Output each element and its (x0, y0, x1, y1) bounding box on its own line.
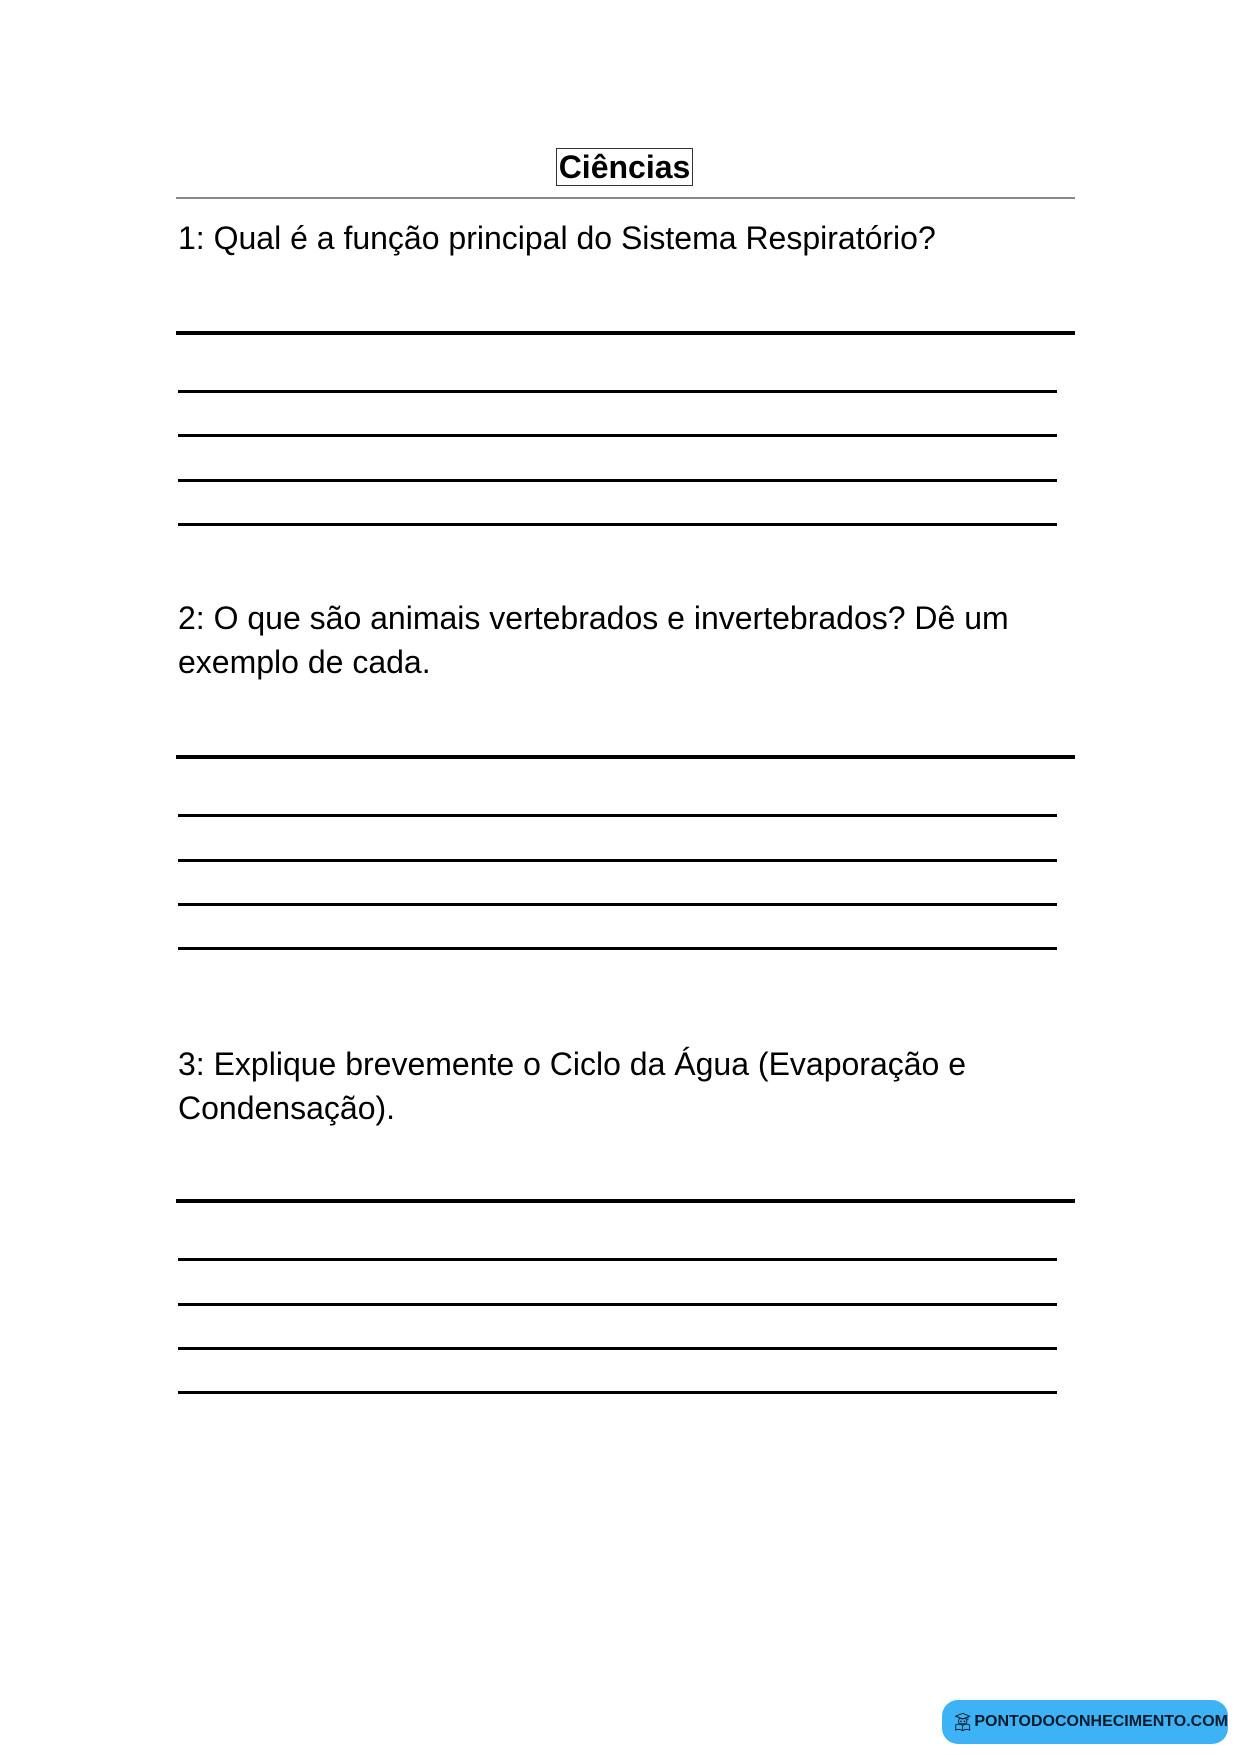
answer-line (178, 1303, 1057, 1306)
answer-line (178, 859, 1057, 862)
logo-text: PONTODOCONHECIMENTO.COM (974, 1713, 1228, 1730)
answer-line (176, 331, 1075, 335)
answer-line (178, 1258, 1057, 1261)
answer-line (176, 755, 1075, 759)
answer-line (176, 1199, 1075, 1203)
page-title: Ciências (556, 148, 693, 186)
answer-line (178, 390, 1057, 393)
answer-line (178, 903, 1057, 906)
title-divider (176, 197, 1075, 199)
answer-line (178, 814, 1057, 817)
answer-line (178, 1391, 1057, 1394)
question-2: 2: O que são animais vertebrados e invertebrados? Dê um exemplo de cada. (178, 600, 1009, 680)
question-3: 3: Explique brevemente o Ciclo da Água (Evaporação e Condensação). (178, 1046, 967, 1126)
answer-line (178, 947, 1057, 950)
graduation-reader-icon (954, 1705, 971, 1739)
answer-line (178, 434, 1057, 437)
answer-line (178, 523, 1057, 526)
answer-line (178, 479, 1057, 482)
site-logo (942, 1700, 1228, 1744)
question-1: 1: Qual é a função principal do Sistema Respiratório? (178, 220, 936, 256)
answer-line (178, 1347, 1057, 1350)
